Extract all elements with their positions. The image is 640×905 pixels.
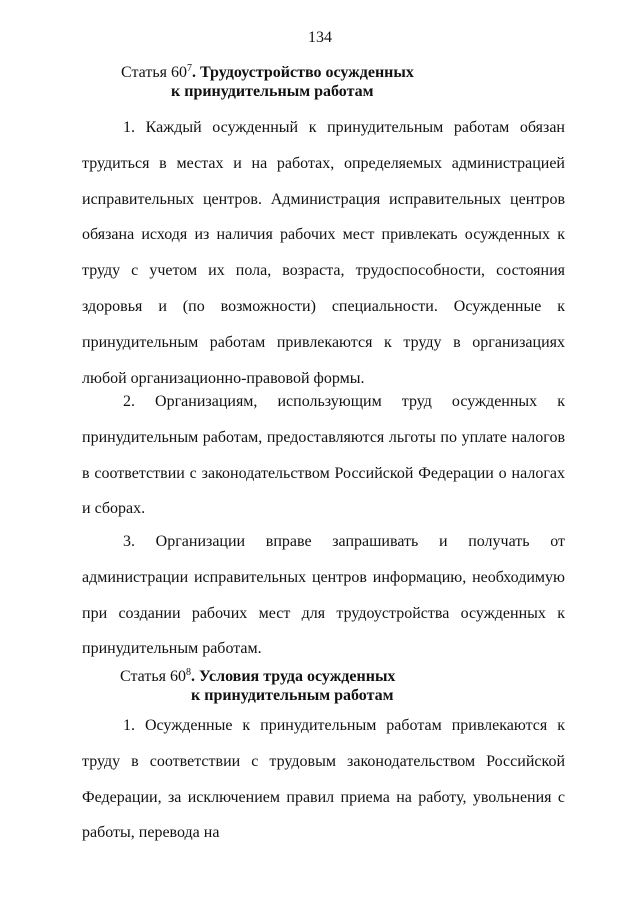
article-title: . Условия труда осужденных: [190, 668, 396, 685]
article-60-7-paragraph-3: 3. Организации вправе запрашивать и получать от администрации исправительных центров информацию, необходимую при создании рабочих мест для трудоустройства осужденных к принудительным работам.: [82, 533, 565, 658]
article-superscript: 8: [185, 667, 191, 678]
article-60-8-paragraph-1: 1. Осужденные к принудительным работам привлекаются к труду в соответствии с трудовым законодательством Российской Федерации, за исключением правил приема на работу, увольнения с работы, перевода на: [82, 717, 565, 842]
article-60-7-heading: [121, 63, 414, 101]
article-label: Статья 60: [121, 64, 187, 81]
article-title-continuation: к принудительным работам: [171, 83, 374, 100]
article-title: . Трудоустройство осужденных: [191, 64, 414, 81]
article-60-8-heading: [120, 667, 395, 705]
page-number: 134: [308, 29, 332, 46]
article-title-continuation: к принудительным работам: [191, 687, 394, 704]
article-60-7-paragraph-1: 1. Каждый осужденный к принудительным работам обязан трудиться в местах и на работах, определяемых администрацией исправительных центров. Администрация исправительных центров обязана исходя из наличия рабочих мест привлекать осужденных к труду с учетом их пола, возраста, трудоспособности, состояния здоровья и (по возможности) специальности. Осужденные к принудительным работам привлекаются к труду в организациях любой организационно-правовой формы.: [82, 119, 565, 387]
article-superscript: 7: [186, 63, 192, 74]
article-60-7-paragraph-2: 2. Организациям, использующим труд осужденных к принудительным работам, предоставляются льготы по уплате налогов в соответствии с законодательством Российской Федерации о налогах и сборах.: [82, 393, 565, 518]
article-label: Статья 60: [120, 668, 186, 685]
